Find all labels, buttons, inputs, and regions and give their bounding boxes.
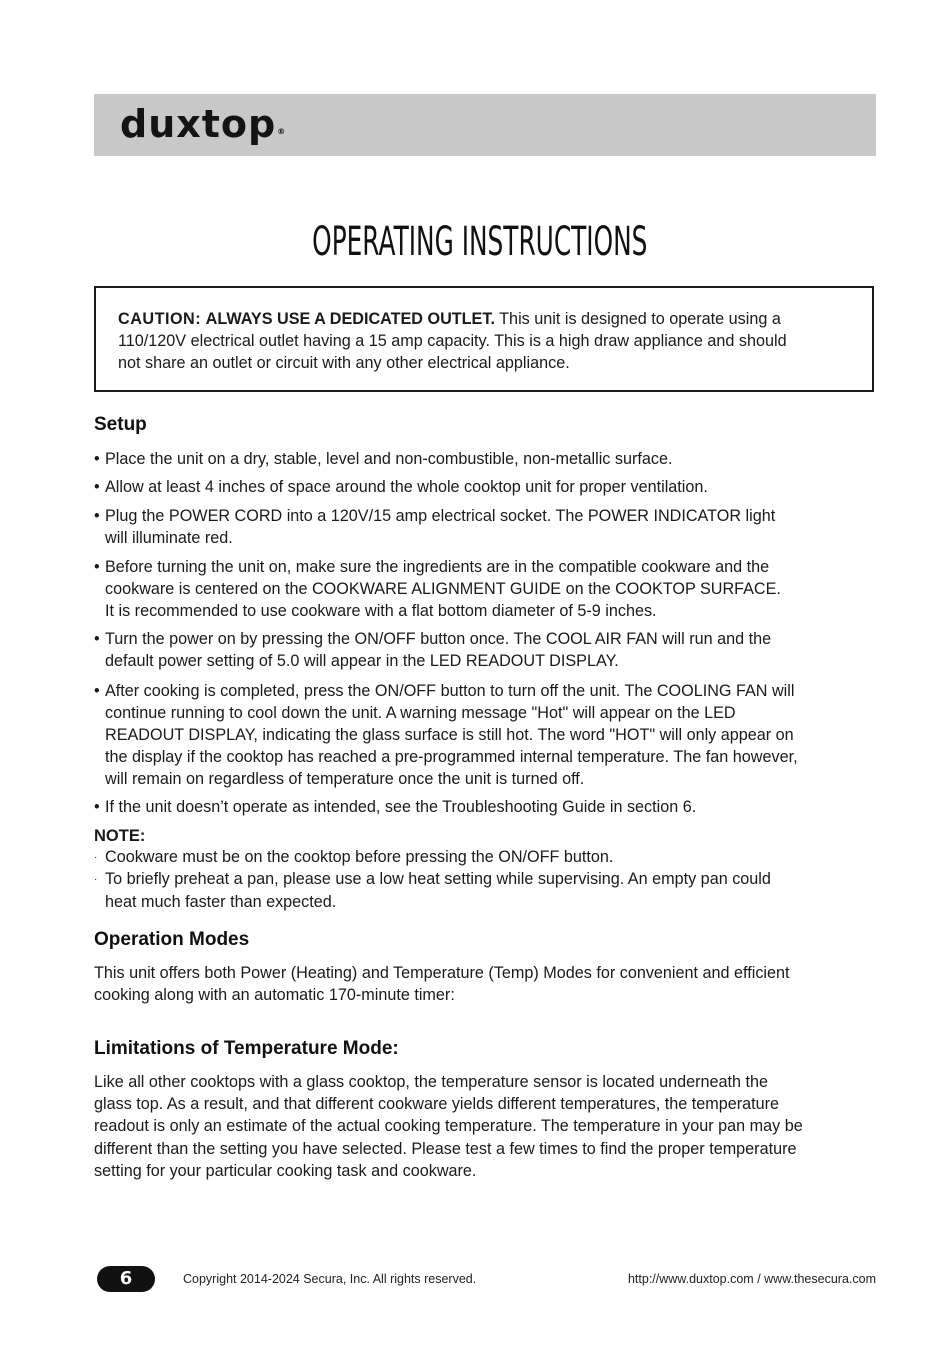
page-title: OPERATING INSTRUCTIONS (312, 219, 648, 265)
note-item-2 (94, 868, 884, 913)
bullet-dot: • (94, 507, 100, 525)
note-item-text: Cookware must be on the cooktop before pressing the ON/OFF button. (105, 848, 614, 866)
setup-item-6 (94, 680, 884, 790)
bullet-dot: • (94, 450, 100, 468)
setup-item-text: Place the unit on a dry, stable, level and non-combustible, non-metallic surface. (105, 450, 673, 468)
paragraph-line: glass top. As a result, and that different cookware yields different temperatures, the temperature (94, 1095, 780, 1114)
paragraph-line: This unit offers both Power (Heating) and Temperature (Temp) Modes for convenient and efficient (94, 964, 790, 982)
logo-text: duxtop (120, 102, 277, 146)
operation-modes-heading: Operation Modes (94, 929, 250, 950)
footer-copyright: Copyright 2014-2024 Secura, Inc. All rights reserved. (183, 1272, 477, 1286)
setup-item-5 (94, 628, 884, 672)
setup-item-text: Allow at least 4 inches of space around the whole cooktop unit for proper ventilation. (105, 478, 708, 496)
setup-item-text: will illuminate red. (105, 529, 233, 547)
duxtop-logo (120, 102, 286, 146)
setup-item-text: It is recommended to use cookware with a flat bottom diameter of 5-9 inches. (105, 602, 657, 620)
setup-item-text: After cooking is completed, press the ON/OFF button to turn off the unit. The COOLING FAN will (105, 682, 795, 700)
setup-item-7 (94, 796, 884, 818)
limitations-text (94, 1071, 884, 1182)
caution-line-2: 110/120V electrical outlet having a 15 amp capacity. This is a high draw appliance and should (118, 332, 787, 350)
setup-item-text: the display if the cooktop has reached a pre-programmed internal temperature. The fan however, (105, 748, 798, 766)
paragraph-line: readout is only an estimate of the actual cooking temperature. The temperature in your pan may be (94, 1117, 803, 1136)
setup-heading: Setup (94, 414, 147, 435)
setup-item-text: If the unit doesn’t operate as intended, see the Troubleshooting Guide in section 6. (105, 798, 697, 816)
bullet-dot: • (94, 558, 100, 576)
bullet-dot: • (94, 798, 100, 816)
footer-url: http://www.duxtop.com / www.thesecura.com (627, 1272, 876, 1286)
note-item-1 (94, 846, 884, 869)
note-item-text: heat much faster than expected. (105, 892, 337, 911)
note-item-text: To briefly preheat a pan, please use a low heat setting while supervising. An empty pan could (105, 870, 771, 888)
setup-item-text: Plug the POWER CORD into a 120V/15 amp electrical socket. The POWER INDICATOR light (105, 507, 776, 525)
setup-item-text: default power setting of 5.0 will appear in the LED READOUT DISPLAY. (105, 652, 619, 670)
caution-box (94, 286, 874, 392)
setup-item-text: cookware is centered on the COOKWARE ALIGNMENT GUIDE on the COOKTOP SURFACE. (105, 580, 781, 598)
setup-item-text: Turn the power on by pressing the ON/OFF button once. The COOL AIR FAN will run and the (105, 630, 772, 648)
paragraph-line: different than the setting you have selected. Please test a few times to find the proper temperature (94, 1139, 797, 1158)
setup-item-4 (94, 556, 884, 622)
registered-mark: ® (277, 127, 287, 136)
setup-item-text: READOUT DISPLAY, indicating the glass surface is still hot. The word "HOT" will only appear on (105, 726, 794, 744)
paragraph-line: setting for your particular cooking task and cookware. (94, 1161, 477, 1180)
caution-emphasis: ALWAYS USE A DEDICATED OUTLET. (205, 310, 495, 328)
note-dot: · (94, 873, 98, 885)
paragraph-line: Like all other cooktops with a glass cooktop, the temperature sensor is located underneath the (94, 1073, 768, 1091)
setup-item-text: will remain on regardless of temperature once the unit is turned off. (105, 770, 585, 788)
operation-modes-text (94, 962, 884, 1006)
setup-item-text: continue running to cool down the unit. A warning message "Hot" will appear on the LED (105, 704, 736, 722)
setup-item-3 (94, 505, 884, 549)
note-label: NOTE: (94, 827, 146, 845)
setup-item-text: Before turning the unit on, make sure the ingredients are in the compatible cookware and the (105, 558, 770, 576)
header-bar (94, 94, 876, 156)
bullet-dot: • (94, 682, 100, 700)
paragraph-line: cooking along with an automatic 170-minute timer: (94, 986, 455, 1005)
caution-line-1 (118, 308, 852, 330)
caution-label: CAUTION: (118, 310, 202, 328)
setup-item-1 (94, 448, 884, 470)
caution-text: This unit is designed to operate using a (499, 310, 781, 328)
caution-line-3: not share an outlet or circuit with any other electrical appliance. (118, 354, 570, 372)
page-number-badge: 6 (97, 1266, 155, 1292)
bullet-dot: • (94, 630, 100, 648)
setup-item-2 (94, 476, 884, 498)
limitations-heading: Limitations of Temperature Mode: (94, 1038, 399, 1059)
bullet-dot: • (94, 478, 100, 496)
note-dot: · (94, 851, 98, 863)
